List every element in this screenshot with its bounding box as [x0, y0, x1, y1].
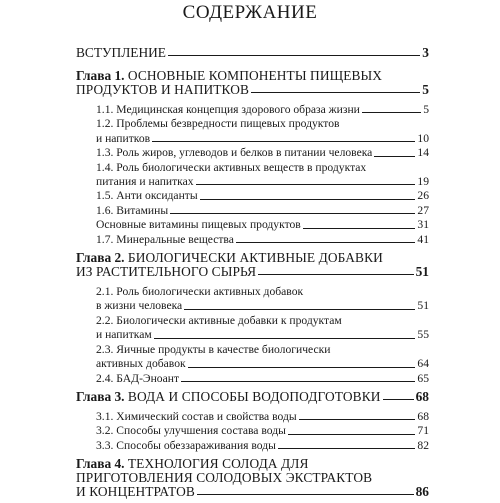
leader-line	[197, 493, 414, 495]
toc-subsection	[76, 285, 429, 314]
subsection-title-line: в жизни человека	[96, 299, 183, 313]
chapter-title-text: ТЕХНОЛОГИЯ СОЛОДА ДЛЯ	[127, 456, 309, 472]
subsection-page: 31	[417, 218, 429, 232]
chapter-number: Глава 1.	[76, 68, 125, 83]
chapter-page: 5	[422, 82, 429, 97]
leader-line	[251, 91, 420, 93]
subsection-page: 55	[417, 328, 429, 342]
subsection-title-line: 2.1. Роль биологически активных добавок	[96, 285, 304, 299]
subsection-page: 82	[417, 438, 429, 452]
toc-line	[76, 265, 429, 279]
subsection-title-line: и напитков	[96, 131, 151, 145]
subsection-title-line: и напиткам	[96, 328, 152, 342]
toc-subsection-group	[76, 410, 429, 453]
toc-line	[96, 204, 429, 218]
toc-chapter	[76, 457, 429, 499]
toc-subsection-group	[76, 285, 429, 386]
toc-chapter	[76, 390, 429, 404]
leader-line	[374, 155, 415, 157]
leader-line	[168, 54, 420, 56]
leader-line	[288, 433, 416, 435]
toc-line	[76, 457, 429, 471]
subsection-title-line: 1.6. Витамины	[96, 203, 169, 217]
subsection-title-line: 1.7. Минеральные вещества	[96, 232, 234, 246]
chapter-title-line	[76, 485, 195, 499]
subsection-page: 65	[417, 371, 429, 385]
subsection-page: 10	[417, 131, 429, 145]
toc-line	[96, 424, 429, 438]
toc-line	[96, 439, 429, 453]
leader-line	[299, 418, 416, 420]
subsection-title-line: 1.3. Роль жиров, углеводов и белков в питании человека	[96, 146, 373, 160]
leader-line	[181, 380, 415, 382]
leader-line	[383, 398, 414, 400]
subsection-page: 5	[423, 103, 429, 116]
toc-subsection	[76, 343, 429, 372]
subsection-page: 71	[417, 424, 429, 438]
toc-subsection	[76, 103, 429, 117]
leader-line	[362, 111, 421, 113]
toc-line	[96, 372, 429, 386]
subsection-title-line: 2.4. БАД-Эноант	[96, 371, 180, 385]
toc-line	[96, 175, 429, 189]
toc-line	[96, 328, 429, 342]
subsection-title-line: 1.2. Проблемы безвредности пищевых продуктов	[96, 117, 340, 131]
toc-subsection	[76, 218, 429, 232]
toc-subsection	[76, 233, 429, 247]
chapter-number: Глава 4.	[76, 456, 125, 472]
chapter-title-line	[76, 69, 382, 83]
toc-line	[96, 132, 429, 146]
toc-subsection	[76, 410, 429, 424]
leader-line	[170, 212, 415, 214]
leader-line	[258, 273, 413, 275]
toc-subsection	[76, 189, 429, 203]
leader-line	[184, 308, 415, 310]
toc-line	[96, 161, 429, 175]
leader-line	[200, 198, 416, 200]
subsection-title-line: активных добавок	[96, 357, 186, 371]
subsection-page: 68	[417, 409, 429, 423]
toc-line	[96, 117, 429, 131]
toc-line	[96, 357, 429, 371]
chapter-title-text: И КОНЦЕНТРАТОВ	[76, 484, 195, 500]
chapter-title-line	[76, 83, 249, 97]
leader-line	[188, 366, 416, 368]
chapter-title-line	[76, 471, 372, 485]
leader-line	[236, 241, 416, 243]
chapter-title-text: ПРИГОТОВЛЕНИЯ СОЛОДОВЫХ ЭКСТРАКТОВ	[76, 470, 373, 486]
subsection-page: 64	[417, 357, 429, 371]
chapter-title-text: ИЗ РАСТИТЕЛЬНОГО СЫРЬЯ	[76, 264, 257, 280]
subsection-title-line: 1.4. Роль биологически активных веществ в продуктах	[96, 160, 367, 174]
toc-subsection	[76, 439, 429, 453]
chapter-title-text: ВОДА И СПОСОБЫ ВОДОПОДГОТОВКИ	[127, 388, 381, 404]
subsection-title-line: 3.2. Способы улучшения состава воды	[96, 424, 286, 438]
subsection-title-line: 3.1. Химический состав и свойства воды	[96, 409, 297, 423]
chapter-title-line	[76, 251, 383, 265]
toc-line	[96, 314, 429, 328]
subsection-page: 51	[417, 299, 429, 313]
toc-subsection	[76, 161, 429, 190]
chapter-page: 68	[415, 388, 429, 404]
toc-line	[76, 83, 429, 97]
subsection-page: 41	[417, 232, 429, 246]
chapter-number: Глава 2.	[76, 250, 125, 266]
subsection-title-line: Основные витамины пищевых продуктов	[96, 218, 301, 232]
page-title: СОДЕРЖАНИЕ	[182, 2, 318, 23]
toc-subsection	[76, 204, 429, 218]
subsection-page: 19	[417, 175, 429, 189]
subsection-page: 26	[417, 189, 429, 203]
leader-line	[278, 447, 415, 449]
toc-line	[76, 251, 429, 265]
leader-line	[152, 140, 415, 142]
toc-line	[96, 299, 429, 313]
toc-line	[96, 233, 429, 247]
leader-line	[154, 337, 416, 339]
toc-line	[96, 410, 429, 424]
toc-line	[96, 189, 429, 203]
table-of-contents	[76, 46, 429, 503]
toc-line	[96, 218, 429, 232]
toc-line	[76, 390, 429, 404]
toc-subsection	[76, 424, 429, 438]
chapter-page: 51	[415, 264, 429, 280]
toc-entry-intro	[76, 46, 429, 60]
subsection-title-line: питания и напитках	[96, 175, 194, 189]
subsection-page: 14	[417, 146, 429, 160]
chapter-title-text: ПРОДУКТОВ И НАПИТКОВ	[76, 82, 250, 97]
toc-subsection	[76, 372, 429, 386]
subsection-title-line: 2.2. Биологически активные добавки к продуктам	[96, 313, 342, 327]
chapter-number: Глава 3.	[76, 388, 125, 404]
toc-subsection	[76, 146, 429, 160]
toc-chapter	[76, 251, 429, 279]
chapter-title-line	[76, 390, 381, 404]
toc-subsection	[76, 314, 429, 343]
leader-line	[196, 183, 416, 185]
chapter-title-text: БИОЛОГИЧЕСКИ АКТИВНЫЕ ДОБАВКИ	[127, 250, 383, 266]
subsection-title-line: 1.5. Анти оксиданты	[96, 189, 198, 203]
chapter-title-text: ОСНОВНЫЕ КОМПОНЕНТЫ ПИЩЕВЫХ	[127, 68, 383, 83]
intro-page: 3	[422, 45, 429, 60]
toc-line	[76, 471, 429, 485]
toc-subsection	[76, 117, 429, 146]
subsection-title-line: 3.3. Способы обеззараживания воды	[96, 438, 276, 452]
toc-line	[96, 103, 429, 117]
subsection-title-line: 1.1. Медицинская концепция здорового образа жизни	[96, 103, 360, 116]
toc-chapter	[76, 69, 429, 97]
toc-line	[76, 485, 429, 499]
toc-subsection-group	[76, 103, 429, 247]
toc-line	[76, 69, 429, 83]
chapter-title-line	[76, 457, 308, 471]
chapter-title-line	[76, 265, 256, 279]
toc-line	[96, 343, 429, 357]
leader-line	[303, 227, 416, 229]
subsection-page: 27	[417, 203, 429, 217]
toc-line	[76, 46, 429, 60]
subsection-title-line: 2.3. Яичные продукты в качестве биологически	[96, 342, 331, 356]
toc-line	[96, 285, 429, 299]
chapter-page: 86	[415, 484, 429, 500]
toc-line	[96, 146, 429, 160]
intro-label: ВСТУПЛЕНИЕ	[76, 45, 166, 60]
